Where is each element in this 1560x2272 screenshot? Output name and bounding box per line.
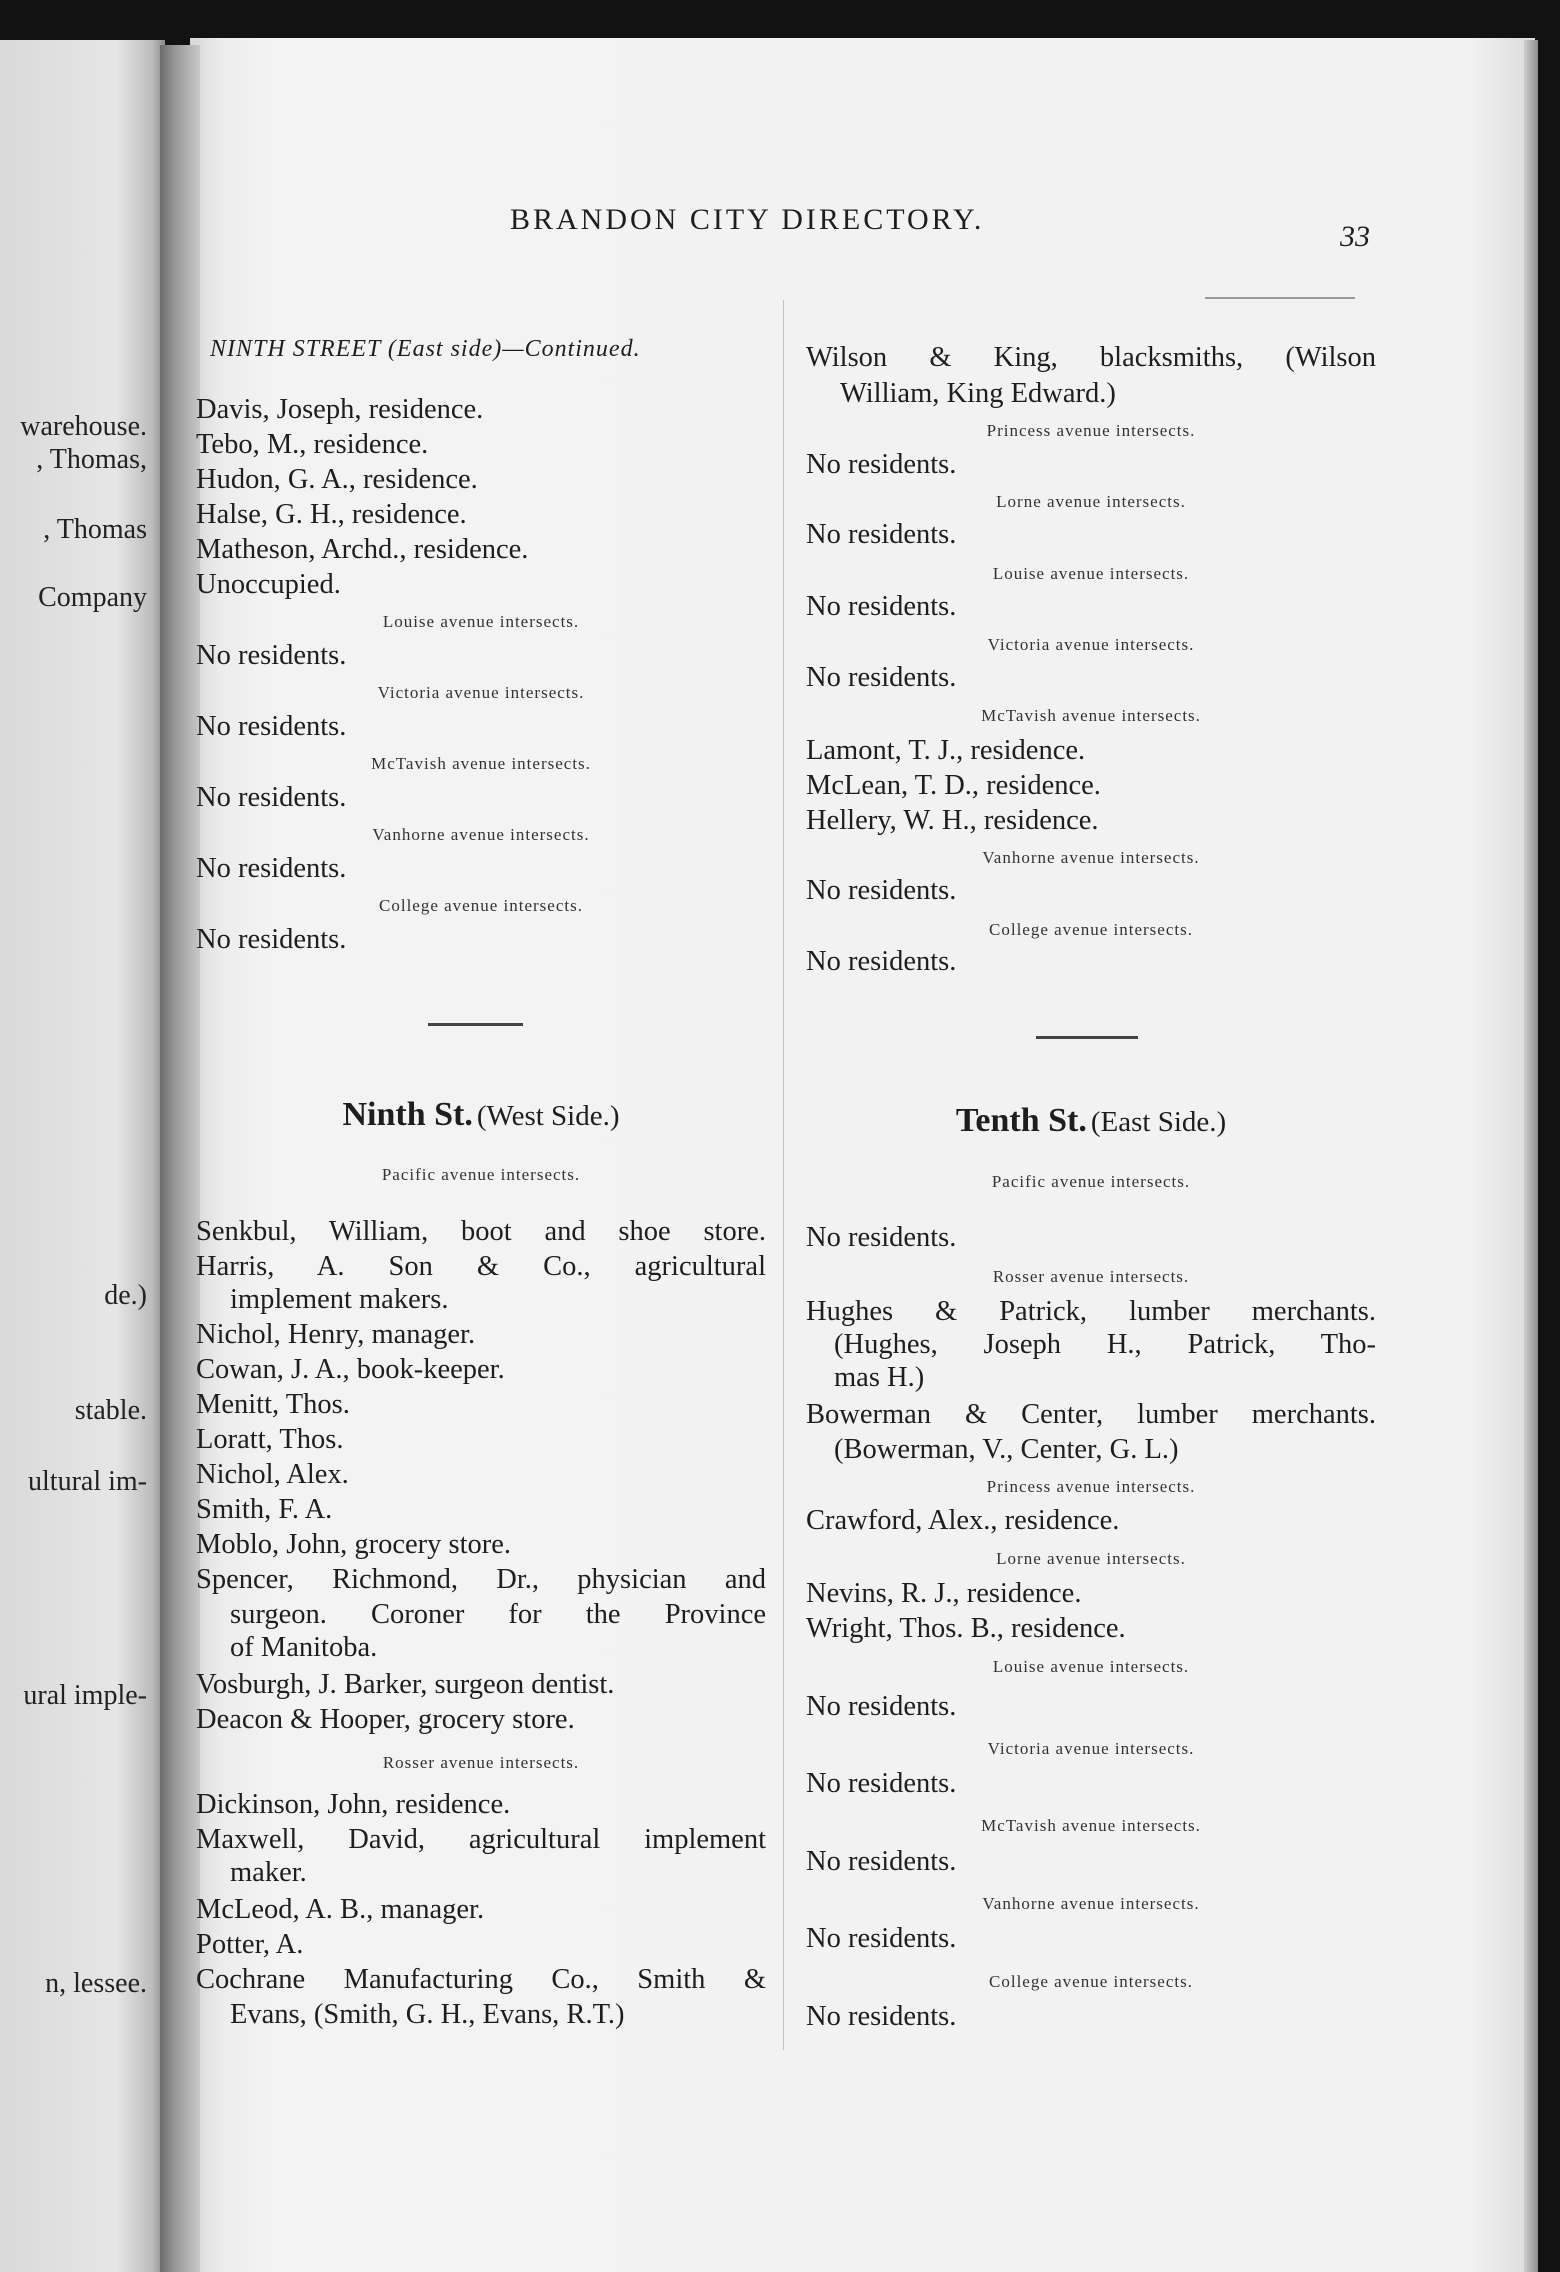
directory-entry: No residents. bbox=[196, 640, 347, 671]
section-rule bbox=[428, 1023, 523, 1026]
directory-entry: Menitt, Thos. bbox=[196, 1389, 350, 1420]
avenue-intersects: Victoria avenue intersects. bbox=[987, 635, 1195, 654]
directory-entry: maker. bbox=[230, 1857, 307, 1888]
avenue-intersects: Rosser avenue intersects. bbox=[382, 1753, 580, 1772]
page-edge bbox=[1524, 40, 1538, 2272]
avenue-intersects: Louise avenue intersects. bbox=[992, 1657, 1190, 1676]
street-side: (West Side.) bbox=[476, 1100, 620, 1132]
directory-entry: No residents. bbox=[806, 591, 957, 622]
directory-entry: McLeod, A. B., manager. bbox=[196, 1894, 485, 1925]
avenue-intersects: Princess avenue intersects. bbox=[986, 1477, 1196, 1496]
directory-entry: Moblo, John, grocery store. bbox=[196, 1529, 512, 1560]
street-title: Ninth St. bbox=[342, 1096, 473, 1133]
directory-entry: Wright, Thos. B., residence. bbox=[806, 1613, 1126, 1644]
directory-entry: Nichol, Alex. bbox=[196, 1459, 349, 1490]
directory-entry: Hudon, G. A., residence. bbox=[196, 464, 478, 495]
directory-entry: No residents. bbox=[806, 1923, 957, 1954]
directory-entry: Hughes & Patrick, lumber merchants. bbox=[806, 1296, 1376, 1327]
prev-page-text: , Thomas bbox=[43, 514, 147, 545]
directory-entry: Hellery, W. H., residence. bbox=[806, 805, 1099, 836]
avenue-intersects: Lorne avenue intersects. bbox=[996, 492, 1186, 511]
avenue-intersects: Lorne avenue intersects. bbox=[996, 1549, 1186, 1568]
directory-entry: Nichol, Henry, manager. bbox=[196, 1319, 476, 1350]
directory-entry: of Manitoba. bbox=[230, 1632, 378, 1663]
directory-entry: No residents. bbox=[196, 711, 347, 742]
directory-entry: Loratt, Thos. bbox=[196, 1424, 344, 1455]
book-gutter bbox=[160, 45, 200, 2272]
directory-entry: No residents. bbox=[806, 1768, 957, 1799]
avenue-intersects: College avenue intersects. bbox=[989, 920, 1193, 939]
directory-entry: Cowan, J. A., book-keeper. bbox=[196, 1354, 505, 1385]
avenue-intersects: Vanhorne avenue intersects. bbox=[982, 848, 1200, 867]
directory-entry: Tebo, M., residence. bbox=[196, 429, 429, 460]
avenue-intersects: Louise avenue intersects. bbox=[382, 612, 580, 631]
directory-entry: Crawford, Alex., residence. bbox=[806, 1505, 1120, 1536]
avenue-intersects: McTavish avenue intersects. bbox=[981, 706, 1201, 725]
directory-entry: No residents. bbox=[196, 924, 347, 955]
prev-page-text: stable. bbox=[74, 1395, 147, 1426]
directory-entry: Lamont, T. J., residence. bbox=[806, 735, 1086, 766]
directory-entry: implement makers. bbox=[230, 1284, 449, 1315]
avenue-intersects: Rosser avenue intersects. bbox=[992, 1267, 1190, 1286]
directory-entry: No residents. bbox=[806, 875, 957, 906]
directory-entry: No residents. bbox=[196, 782, 347, 813]
directory-entry: Vosburgh, J. Barker, surgeon dentist. bbox=[196, 1669, 615, 1700]
directory-entry: No residents. bbox=[806, 1846, 957, 1877]
directory-entry: Matheson, Archd., residence. bbox=[196, 534, 529, 565]
street-side: (East Side.) bbox=[1090, 1106, 1227, 1138]
directory-entry: surgeon. Coroner for the Province bbox=[230, 1599, 766, 1630]
prev-page-text: ultural im- bbox=[28, 1466, 147, 1497]
header-rule bbox=[1205, 297, 1355, 299]
page-number: 33 bbox=[1340, 220, 1370, 253]
avenue-intersects: Victoria avenue intersects. bbox=[377, 683, 585, 702]
continued-heading: NINTH STREET (East side)—Continued. bbox=[210, 336, 641, 362]
street-title: Tenth St. bbox=[955, 1102, 1087, 1139]
directory-entry: No residents. bbox=[806, 946, 957, 977]
avenue-intersects: College avenue intersects. bbox=[379, 896, 583, 915]
prev-page-text: Company bbox=[38, 582, 147, 613]
directory-entry: Unoccupied. bbox=[196, 569, 341, 600]
avenue-intersects: Pacific avenue intersects. bbox=[381, 1165, 581, 1184]
section-heading bbox=[196, 1096, 766, 1134]
directory-entry: (Bowerman, V., Center, G. L.) bbox=[834, 1434, 1179, 1465]
prev-page-text: n, lessee. bbox=[45, 1968, 147, 1999]
section-heading bbox=[806, 1102, 1376, 1140]
directory-entry: Wilson & King, blacksmiths, (Wilson bbox=[806, 342, 1376, 373]
avenue-intersects: Princess avenue intersects. bbox=[986, 421, 1196, 440]
directory-entry: No residents. bbox=[806, 662, 957, 693]
directory-entry: Smith, F. A. bbox=[196, 1494, 333, 1525]
section-rule bbox=[1036, 1036, 1138, 1039]
column-divider bbox=[783, 300, 784, 2050]
directory-entry: mas H.) bbox=[834, 1362, 925, 1393]
directory-entry: Davis, Joseph, residence. bbox=[196, 394, 484, 425]
avenue-intersects: McTavish avenue intersects. bbox=[981, 1816, 1201, 1835]
directory-entry: Bowerman & Center, lumber merchants. bbox=[806, 1399, 1376, 1430]
directory-entry: Harris, A. Son & Co., agricultural bbox=[196, 1251, 766, 1282]
directory-entry: William, King Edward.) bbox=[840, 378, 1116, 409]
directory-entry: No residents. bbox=[806, 519, 957, 550]
prev-page-text: , Thomas, bbox=[36, 444, 147, 475]
directory-entry: No residents. bbox=[806, 1691, 957, 1722]
directory-entry: Evans, (Smith, G. H., Evans, R.T.) bbox=[230, 1999, 625, 2030]
directory-entry: No residents. bbox=[196, 853, 347, 884]
previous-page bbox=[0, 40, 165, 2272]
avenue-intersects: Victoria avenue intersects. bbox=[987, 1739, 1195, 1758]
directory-entry: Maxwell, David, agricultural implement bbox=[196, 1824, 766, 1855]
avenue-intersects: McTavish avenue intersects. bbox=[371, 754, 591, 773]
directory-entry: Potter, A. bbox=[196, 1929, 304, 1960]
directory-entry: No residents. bbox=[806, 449, 957, 480]
directory-entry: McLean, T. D., residence. bbox=[806, 770, 1101, 801]
directory-entry: Halse, G. H., residence. bbox=[196, 499, 467, 530]
avenue-intersects: Vanhorne avenue intersects. bbox=[982, 1894, 1200, 1913]
prev-page-text: ural imple- bbox=[23, 1680, 147, 1711]
avenue-intersects: College avenue intersects. bbox=[989, 1972, 1193, 1991]
running-head: BRANDON CITY DIRECTORY. bbox=[510, 203, 985, 236]
directory-entry: Spencer, Richmond, Dr., physician and bbox=[196, 1564, 766, 1595]
avenue-intersects: Louise avenue intersects. bbox=[992, 564, 1190, 583]
directory-entry: Deacon & Hooper, grocery store. bbox=[196, 1704, 575, 1735]
avenue-intersects: Pacific avenue intersects. bbox=[991, 1172, 1191, 1191]
directory-entry: (Hughes, Joseph H., Patrick, Tho- bbox=[834, 1329, 1376, 1360]
prev-page-text: warehouse. bbox=[20, 411, 147, 442]
prev-page-text: de.) bbox=[104, 1280, 147, 1311]
avenue-intersects: Vanhorne avenue intersects. bbox=[372, 825, 590, 844]
directory-entry: Nevins, R. J., residence. bbox=[806, 1578, 1082, 1609]
directory-entry: Cochrane Manufacturing Co., Smith & bbox=[196, 1964, 766, 1995]
directory-entry: Senkbul, William, boot and shoe store. bbox=[196, 1216, 766, 1247]
directory-entry: No residents. bbox=[806, 1222, 957, 1253]
directory-entry: Dickinson, John, residence. bbox=[196, 1789, 511, 1820]
directory-entry: No residents. bbox=[806, 2001, 957, 2032]
